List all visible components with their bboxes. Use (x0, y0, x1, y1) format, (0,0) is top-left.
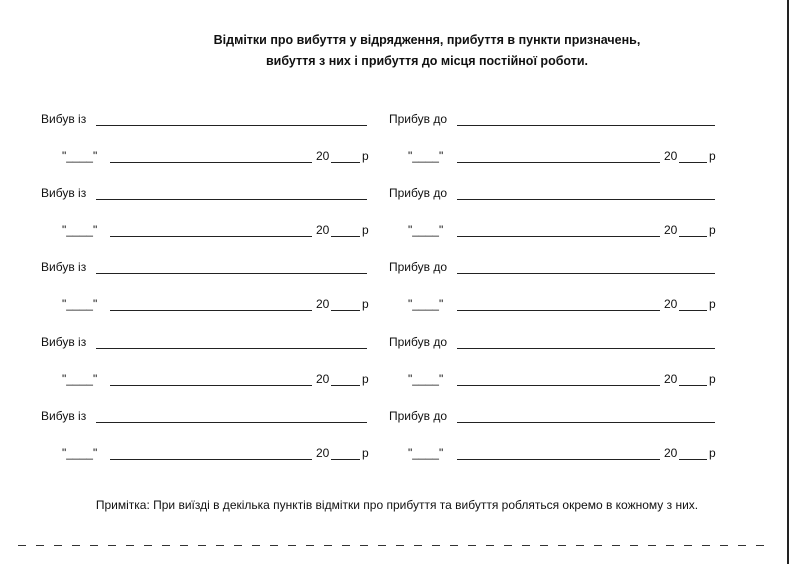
departure-day-field[interactable]: "____" (62, 223, 98, 237)
departure-year-suffix: р (362, 149, 369, 163)
arrival-year-field[interactable] (679, 385, 707, 386)
arrival-label: Прибув до (389, 260, 447, 274)
departure-label: Вибув із (41, 409, 87, 423)
title-line-1: Відмітки про вибуття у відрядження, прибуття в пункти призначень, (213, 33, 641, 47)
departure-year-prefix: 20 (316, 297, 330, 311)
departure-year-field[interactable] (331, 459, 360, 460)
arrival-year-prefix: 20 (664, 446, 678, 460)
departure-year-suffix: р (362, 297, 369, 311)
departure-year-field[interactable] (331, 162, 360, 163)
arrival-place-field[interactable] (457, 422, 715, 423)
arrival-label: Прибув до (389, 186, 447, 200)
departure-year-suffix: р (362, 372, 369, 386)
arrival-month-field[interactable] (457, 459, 660, 460)
arrival-label: Прибув до (389, 112, 447, 126)
departure-month-field[interactable] (110, 385, 312, 386)
departure-year-field[interactable] (331, 310, 360, 311)
departure-month-field[interactable] (110, 459, 312, 460)
arrival-month-field[interactable] (457, 162, 660, 163)
departure-year-suffix: р (362, 446, 369, 460)
arrival-year-prefix: 20 (664, 297, 678, 311)
departure-day-field[interactable]: "____" (62, 297, 98, 311)
departure-year-field[interactable] (331, 236, 360, 237)
departure-month-field[interactable] (110, 162, 312, 163)
departure-label: Вибув із (41, 335, 87, 349)
departure-day-field[interactable]: "____" (62, 446, 98, 460)
arrival-month-field[interactable] (457, 310, 660, 311)
departure-label: Вибув із (41, 186, 87, 200)
page-border (787, 0, 789, 564)
departure-place-field[interactable] (96, 199, 367, 200)
arrival-place-field[interactable] (457, 125, 715, 126)
arrival-day-field[interactable]: "____" (408, 223, 444, 237)
departure-year-suffix: р (362, 223, 369, 237)
departure-day-field[interactable]: "____" (62, 149, 98, 163)
arrival-place-field[interactable] (457, 348, 715, 349)
arrival-year-field[interactable] (679, 459, 707, 460)
departure-year-prefix: 20 (316, 372, 330, 386)
arrival-month-field[interactable] (457, 236, 660, 237)
arrival-year-prefix: 20 (664, 372, 678, 386)
arrival-year-suffix: р (709, 446, 716, 460)
cut-line (18, 545, 766, 546)
departure-month-field[interactable] (110, 236, 312, 237)
arrival-year-field[interactable] (679, 310, 707, 311)
arrival-day-field[interactable]: "____" (408, 372, 444, 386)
arrival-label: Прибув до (389, 409, 447, 423)
departure-year-prefix: 20 (316, 223, 330, 237)
arrival-year-suffix: р (709, 223, 716, 237)
arrival-year-suffix: р (709, 149, 716, 163)
departure-place-field[interactable] (96, 273, 367, 274)
arrival-place-field[interactable] (457, 273, 715, 274)
arrival-label: Прибув до (389, 335, 447, 349)
arrival-year-field[interactable] (679, 236, 707, 237)
departure-label: Вибув із (41, 260, 87, 274)
title-line-2: вибуття з них і прибуття до місця постійної роботи. (265, 54, 589, 68)
departure-place-field[interactable] (96, 348, 367, 349)
departure-month-field[interactable] (110, 310, 312, 311)
arrival-day-field[interactable]: "____" (408, 149, 444, 163)
departure-year-prefix: 20 (316, 446, 330, 460)
arrival-year-suffix: р (709, 297, 716, 311)
arrival-year-prefix: 20 (664, 149, 678, 163)
page-title (0, 30, 794, 72)
departure-year-field[interactable] (331, 385, 360, 386)
departure-year-prefix: 20 (316, 149, 330, 163)
departure-place-field[interactable] (96, 422, 367, 423)
departure-label: Вибув із (41, 112, 87, 126)
arrival-month-field[interactable] (457, 385, 660, 386)
arrival-place-field[interactable] (457, 199, 715, 200)
arrival-year-suffix: р (709, 372, 716, 386)
footnote: Примітка: При виїзді в декілька пунктів відмітки про прибуття та вибуття робляться окремо в кожному з них. (95, 498, 699, 512)
departure-place-field[interactable] (96, 125, 367, 126)
arrival-year-field[interactable] (679, 162, 707, 163)
departure-day-field[interactable]: "____" (62, 372, 98, 386)
arrival-year-prefix: 20 (664, 223, 678, 237)
arrival-day-field[interactable]: "____" (408, 297, 444, 311)
arrival-day-field[interactable]: "____" (408, 446, 444, 460)
